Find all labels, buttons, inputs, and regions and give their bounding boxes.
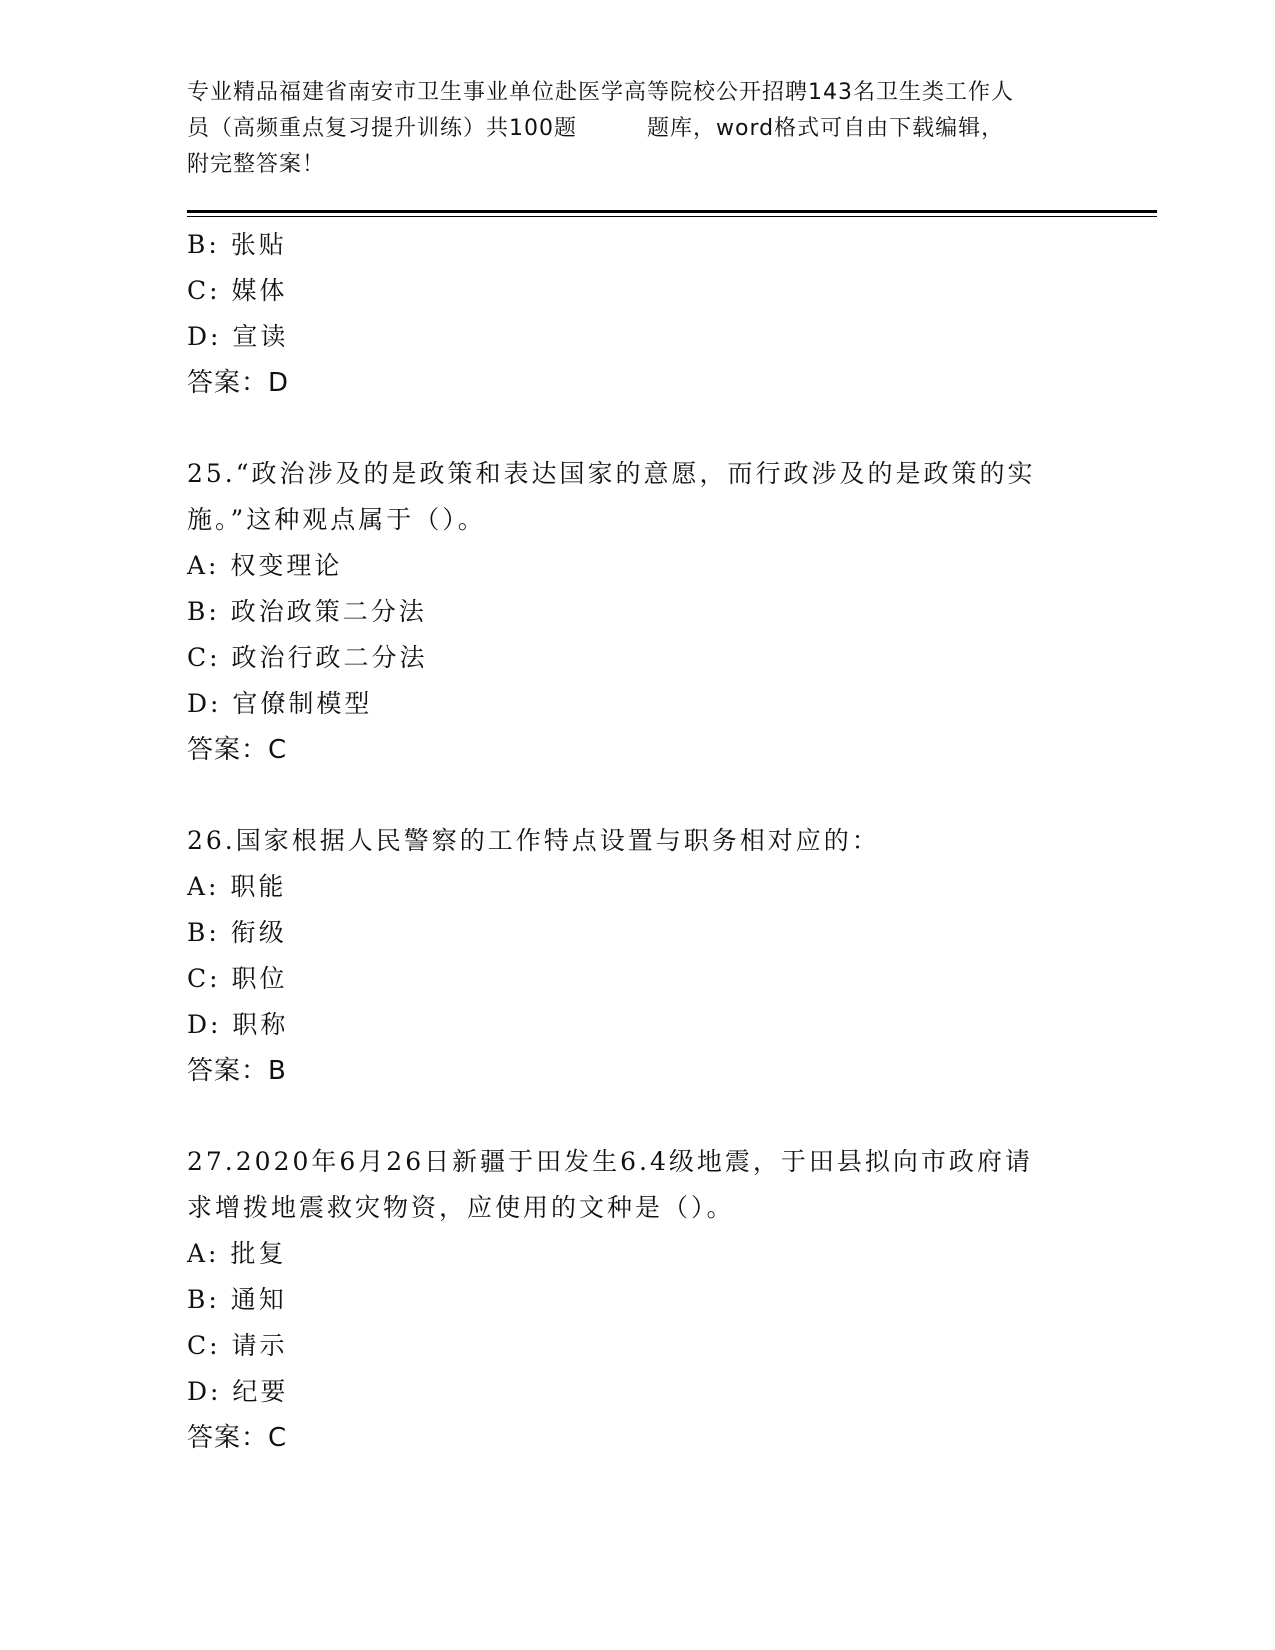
option: D: 官僚制模型 [187,689,373,718]
previous-question-tail [187,222,1087,406]
answer: 答案：C [187,735,288,765]
option: B: 通知 [187,1285,287,1314]
document-header [187,75,1087,183]
question-stem: 26.国家根据人民警察的工作特点设置与职务相对应的： [187,826,880,855]
question-27 [187,1139,1087,1461]
document-body [187,222,1087,1461]
option: A: 职能 [187,872,287,901]
question-stem: 求增拨地震救灾物资，应使用的文种是（）。 [187,1193,735,1222]
header-line-1: 专业精品福建省南安市卫生事业单位赴医学高等院校公开招聘143名卫生类工作人 [187,80,1014,105]
question-stem: 27.2020年6月26日新疆于田发生6.4级地震，于田县拟向市政府请 [187,1147,1033,1176]
option: C: 媒体 [187,276,288,305]
option: B: 政治政策二分法 [187,597,427,626]
option: D: 纪要 [187,1377,289,1406]
question-25 [187,451,1087,773]
question-stem: 施。”这种观点属于（）。 [187,505,486,534]
option: C: 请示 [187,1331,288,1360]
header-line-2a: 员（高频重点复习提升训练）共100题 [187,116,577,141]
answer: 答案：B [187,1056,287,1086]
header-line-3: 附完整答案！ [187,152,326,177]
option: C: 政治行政二分法 [187,643,428,672]
question-26 [187,818,1087,1094]
header-line-2b: 题库，word格式可自由下载编辑， [647,116,1005,141]
answer: 答案：D [187,368,290,398]
header-line-2 [187,111,1087,147]
option: A: 批复 [187,1239,287,1268]
option: D: 职称 [187,1010,289,1039]
option: C: 职位 [187,964,288,993]
question-stem: 25.“政治涉及的是政策和表达国家的意愿，而行政涉及的是政策的实 [187,459,1036,488]
option: D: 宣读 [187,322,289,351]
option: B: 衔级 [187,918,287,947]
option: A: 权变理论 [187,551,343,580]
header-divider-thin [187,216,1157,217]
answer: 答案：C [187,1423,288,1453]
header-divider-thick [187,210,1157,213]
option: B: 张贴 [187,230,287,259]
